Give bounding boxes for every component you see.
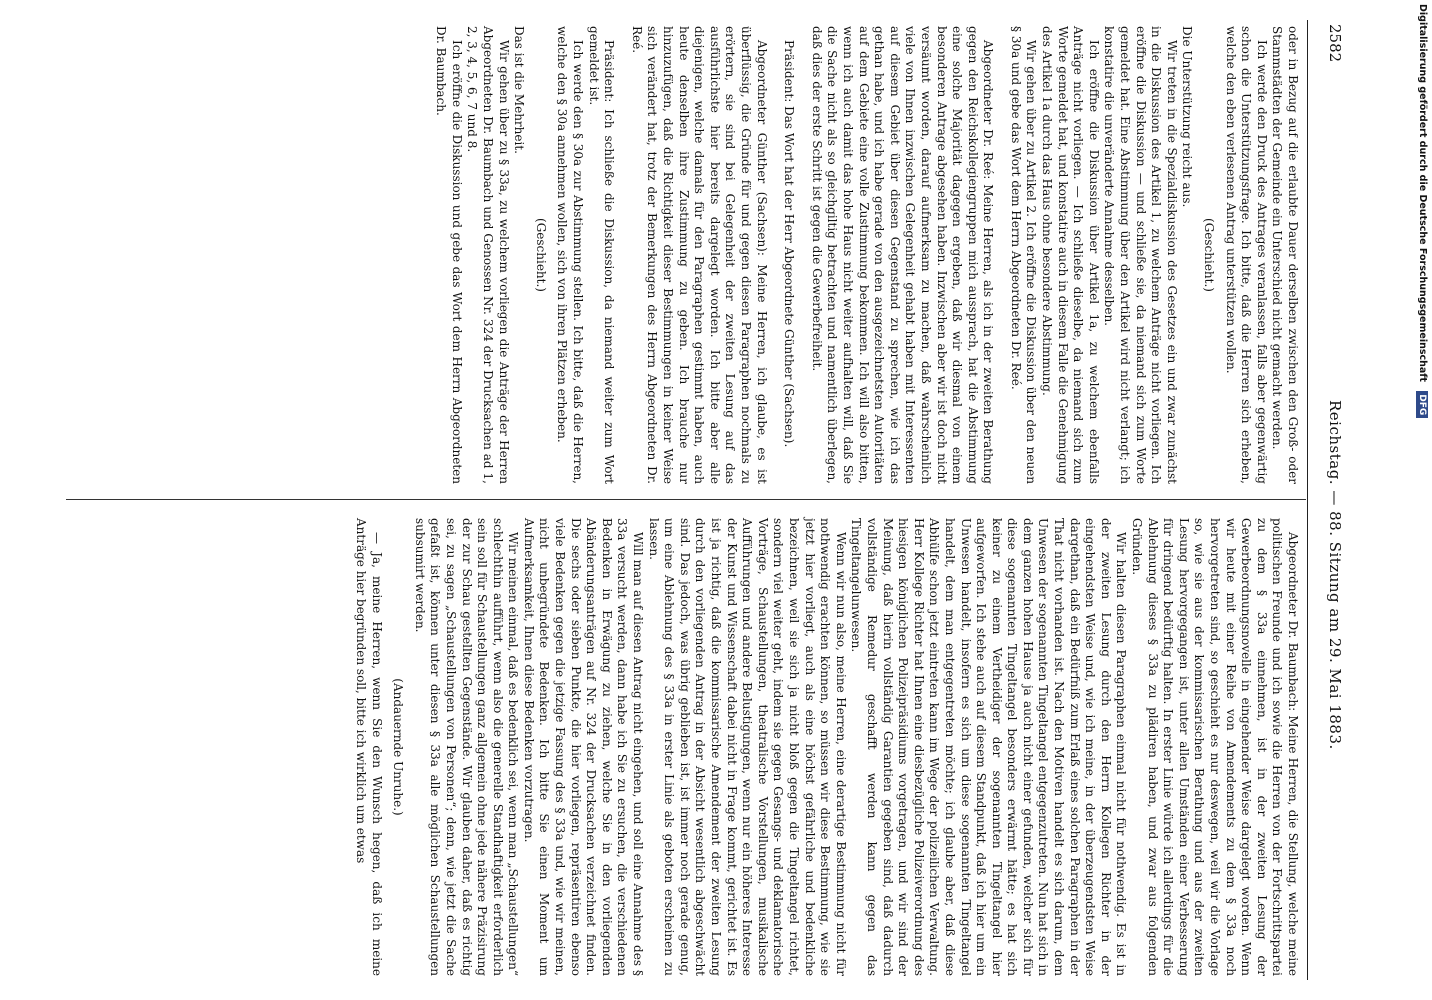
speech-paragraph: Abgeordneter Günther (Sachsen): Meine Herren, ich glaube, es ist überflüssig, die Gründe für und gegen diesen Paragraphen nochmals zu erörtern, sie sind bei Gelegenheit der zweiten Lesung auf das ausführlichste hier bereits dargelegt worden. Ich bitte aber alle diejenigen, welche damals für den Paragraphen gestimmt haben, auch heute denselben ihre Zustimmung zu geben. Ich brauche nur hinzuzufügen, daß die Richtigkeit dieser Bestimmungen in keiner Weise sich verändert hat, trotz der Bemerkungen des Herrn Abgeordneten Dr. Reé. — [629, 26, 769, 484]
header-rule — [1307, 20, 1308, 980]
running-head: Reichstag. — 88. Sitzung am 29. Mai 1883. — [1326, 400, 1344, 750]
spacer — [769, 26, 781, 484]
speech-paragraph: Abgeordneter Dr. Reé: Meine Herren, als ich in der zweiten Berathung gegen den Reichskollegiengruppen mich aussprach, hat die Abstimmung eine solche Majorität dagegen ergeben, daß wir diesmal von einem besonderen Antrage abgesehen haben. Inzwischen aber wir ist doch nicht versäumt worden, darauf aufmerksam zu machen, daß wahrscheinlich viele von Ihnen inzwischen Gelegenheit gehabt haben mit Interessenten auf diesem Gebiet über diesen Gegenstand zu sprechen, wie ich das gethan habe, und ich habe gerade von den ausgezeichnetsten Autoritäten auf dem Gebiete eine volle Zustimmung bekommen. Ich will also bitten, wenn ich auch damit das hohe Haus nicht weiter aufhalten will, daß Sie die Sache nicht als so gleichgiltig betrachten und namentlich überlegen, daß dies der erste Schritt ist gegen die Gewerbefreiheit. — [809, 26, 996, 484]
stage-direction: (Geschieht.) — [1202, 218, 1217, 292]
paragraph: Das ist die Mehrheit. — [512, 26, 527, 154]
paragraph: Wir treten in die Spezialdiskussion des Gesetzes ein und zwar zunächst in die Diskussion des Artikel 1, zu welchem Anträge nicht vorliegen. Ich eröffne die Diskussion — und schließe sie, da niemand sich zum Worte gemeldet hat. Eine Abstimmung über den Artikel wird nicht verlangt; ich konstatire die unveränderte Annahme desselben. — [1102, 26, 1179, 484]
paragraph: Ich eröffne die Diskussion und gebe das Wort dem Herrn Abgeordneten Dr. Baumbach. — [434, 26, 464, 484]
paragraph: Ich werde den Druck des Antrages veranlassen, falls aber gegenwärtig schon die Unterstützungsfrage. Ich bitte, daß die Herren sich erheben, welche den eben verlesenen Antrag unterstützen wollen. — [1223, 26, 1269, 484]
president-paragraph: Präsident: Ich schließe die Diskussion, da niemand weiter zum Wort gemeldet ist. — [586, 26, 617, 484]
left-column — [433, 26, 1300, 484]
dfg-logo: DFG — [1416, 391, 1428, 418]
president-paragraph: Präsident: Das Wort hat der Herr Abgeordnete Günther (Sachsen). — [782, 40, 797, 448]
paragraph: Wir gehen über zu § 33a, zu welchem vorliegen die Anträge der Herren Abgeordneten Dr. Baumbach und Genossen Nr. 324 der Drucksachen ad 1, 2, 3, 4, 5, 6, 7 und 8. — [465, 26, 511, 484]
dfg-notice: Digitalisierung gefördert durch die Deutsche Forschungsgemeinschaft — [1417, 4, 1428, 382]
column-divider — [66, 499, 1306, 500]
paragraph: Ich werde den § 30a zur Abstimmung stellen. Ich bitte, daß die Herren, welche den § 30a annehmen wollen, sich von ihren Plätzen erheben. — [555, 26, 586, 484]
paragraph: — Ja, meine Herren, wenn Sie den Wunsch hegen, daß ich meine Anträge hier begründen soll, bitte ich wirklich um etwas — [353, 518, 384, 976]
speech-paragraph: Abgeordneter Dr. Baumbach: Meine Herren, die Stellung, welche meine politischen Freunde und ich sowie die Herren von der Fortschrittspartei zu dem § 33a einnehmen, ist in der zweiten Lesung der Gewerbeordnungsnovelle in eingehender Weise dargelegt worden. Wenn wir heute mit einer Reihe von Amendements zu dem § 33a noch hervorgetreten sind, so geschieht es nur deswegen, weil wir die Vorlage so, wie sie aus der kommissarischen Berathung und aus der zweiten Lesung hervorgegangen ist, unter allen Umständen einer Verbesserung für dringend bedürftig halten. In erster Linie würde ich allerdings für die Ablehnung dieses § 33a zu plädiren haben, und zwar aus folgenden Gründen. — [1130, 518, 1300, 976]
dfg-funding-strip — [1416, 4, 1429, 996]
paragraph: Ich eröffne die Diskussion über Artikel 1a, zu welchem ebenfalls Anträge nicht vorliegen. — Ich schließe dieselbe, da niemand sich zum Worte gemeldet hat, und konstatire auch in diesem Falle die Genehmigung des Artikel 1a durch das Haus ohne besondere Abstimmung. — [1040, 26, 1101, 484]
paragraph: Will man auf diesen Antrag nicht eingehen, und soll eine Annahme des § 33a versucht werden, dann habe ich Sie zu ersuchen, die verschiedenen Bedenken in Erwägung zu ziehen, welche Sie in den vorliegenden Abänderungsanträgen auf Nr. 324 der Drucksachen verzeichnet finden. Die sechs oder sieben Punkte, die hier vorliegen, repräsentiren ebenso viele Bedenken gegen die jetzige Fassung des § 33a und, wie wir meinen, nicht unbegründete Bedenken. Ich bitte Sie einen Moment um Aufmerksamkeit, Ihnen diese Bedenken vorzutragen. — [521, 518, 646, 976]
paragraph: Die Unterstützung reicht aus. — [1180, 26, 1195, 208]
paragraph: oder in Bezug auf die erlaubte Dauer derselben zwischen den Groß- oder Stammstädten der Gemeinde ein Unterschied nicht gemacht werden. — [1270, 26, 1300, 484]
page-header — [1318, 20, 1344, 980]
page-number: 2582 — [1326, 24, 1344, 63]
spacer — [995, 26, 1007, 484]
paragraph: Wir gehen über zu Artikel 2. Ich eröffne die Diskussion über den neuen § 30a und gebe das Wort dem Herrn Abgeordneten Dr. Reé. — [1008, 26, 1039, 484]
paragraph: Wir meinen einmal, daß es bedenklich sei, wenn man „Schaustellungen“ schlechthin aufführt, wenn also die generelle Standhaftigkeit erforderlich sein soll für Schaustellungen ganz allgemein ohne jede nähere Präzisirung der zur Schau gestellten Gegenstände. Wir glauben daher, daß es richtig sei, zu sagen „Schaustellungen von Personen“; denn, wie jetzt die Sache gefaßt ist, können unter diesen § 33a alle möglichen Schaustellungen subsumirt werden. — [412, 518, 521, 976]
spacer — [616, 26, 628, 484]
rotated-page-content — [28, 20, 1358, 980]
paragraph: Wir halten diesen Paragraphen einmal nicht für nothwendig. Es ist in der zweiten Lesung durch den Herrn Kollegen Richter in der eingehendsten Weise und, wie ich meine, in der überzeugendsten Weise dargethan, daß ein Bedürfniß zum Erlaß eines solchen Paragraphen in der That nicht vorhanden ist. Nach den Motiven handelt es sich darum, dem Unwesen der sogenannten Tingeltangel entgegenzutreten. Nun hat sich in dem ganzen hohen Hause ja auch nicht einer gefunden, welcher sich für diese sogenannten Tingeltangel besonders erwärmt hätte; es hat sich keiner zu einem Vertheidiger der sogenannten Tingeltangel hier aufgeworfen. Ich stehe auch auf diesem Standpunkt, daß ich hier um ein Unwesen handelt, insofern es sich um diese sogenannten Tingeltangel handelt, dem man entgegentreten möchte; ich glaube aber, daß diese Abhülfe schon jetzt eintreten kann im Wege der polizeilichen Verwaltung. Herr Kollege Richter hat Ihnen eine diesbezügliche Polizeiverordnung des hiesigen königlichen Polizeipräsidiums vorgetragen, und wir sind der Meinung, daß hierin vollständig Garantien gegeben sind, daß dadurch vollständige Remedur geschafft werden kann gegen das Tingeltangelunwesen. — [849, 518, 1129, 976]
paragraph: Wenn wir nun also, meine Herren, eine derartige Bestimmung nicht für nothwendig erachten können, so müssen wir diese Bestimmung, wie sie jetzt hier vorliegt, auch als eine höchst gefährliche und bedenkliche bezeichnen, weil sie sich ja nicht bloß gegen die Tingeltangel richtet, sondern viel weiter geht, indem sie gegen Gesangs- und deklamatorische Vorträge, Schaustellungen, theatralische Vorstellungen, musikalische Aufführungen und andere Belustigungen, wenn nur ein höheres Interesse der Kunst und Wissenschaft dabei nicht in Frage kommt, gerichtet ist. Es ist ja richtig, daß die kommissarische Amendement der zweiten Lesung durch den vorliegenden Antrag in der Absicht wesentlich abgeschwächt sind. Das jedoch, was übrig geblieben ist, ist immer noch gerade genug, um eine Ablehnung des § 33a in erster Linie als geboten erscheinen zu lassen. — [646, 518, 848, 976]
spacer — [796, 26, 808, 484]
stage-direction: (Andauernde Unruhe.) — [391, 678, 406, 816]
stage-direction: (Geschieht.) — [533, 218, 548, 292]
right-column — [352, 518, 1300, 976]
